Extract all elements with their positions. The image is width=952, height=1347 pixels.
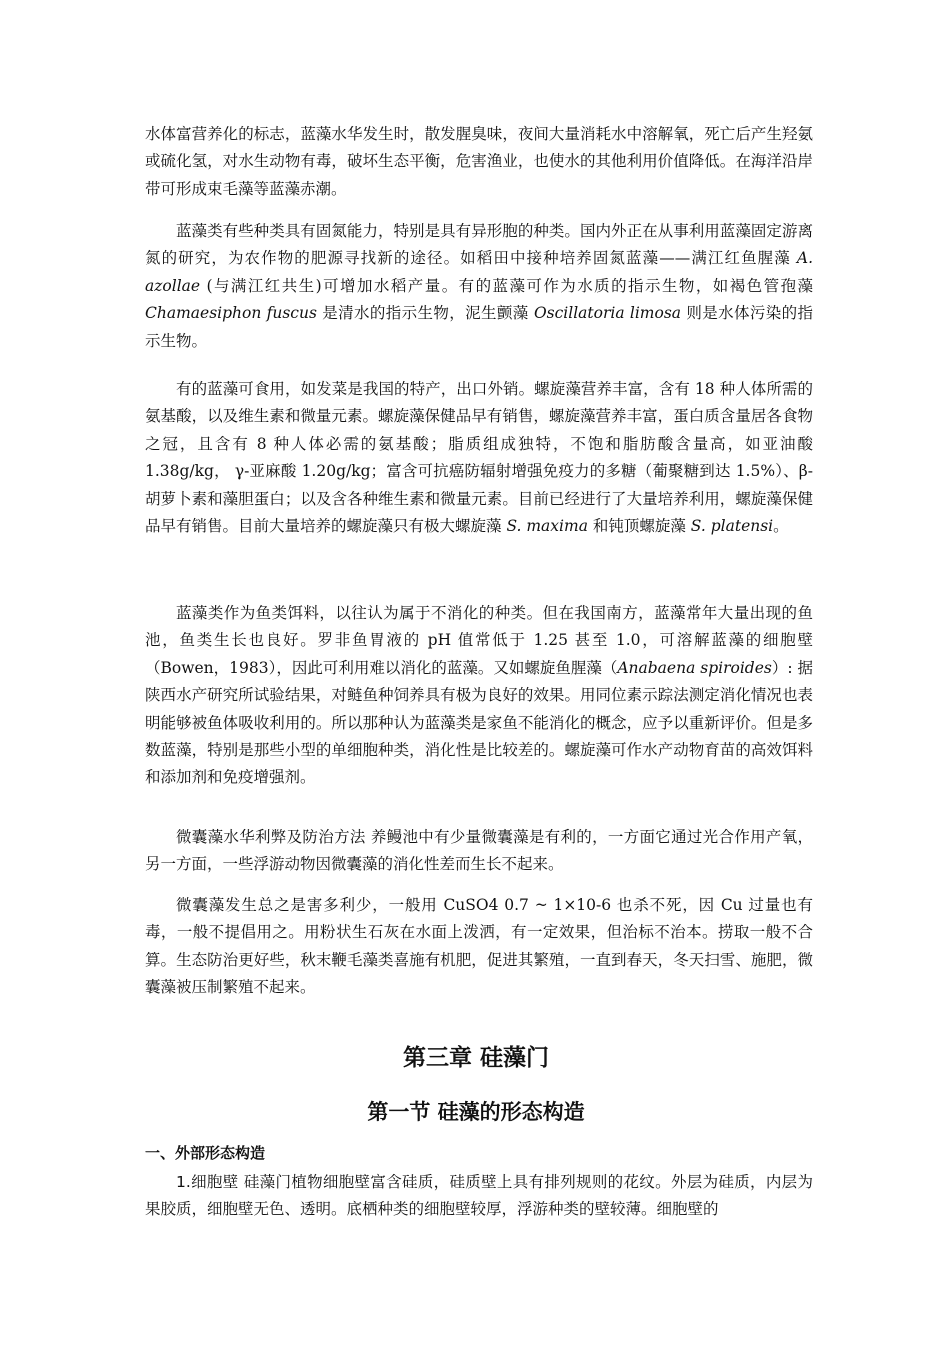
species-name: A. azollae — [145, 249, 813, 295]
text-run: ）: 据陕西水产研究所试验结果，对鲢鱼种饲养具有极为良好的效果。用同位素示踪法测定消化情况也表明能够被鱼体吸收利用的。所以那种认为蓝藻类是家鱼不能消化的概念，应予以重新评价。但是多数蓝藻，特别是那些小型的单细胞种类，消化性是比较差的。螺旋藻可作水产动物育苗的高效饵料和添加剂和免疫增强剂。 — [145, 658, 813, 787]
text-run: 是清水的指示生物，泥生颤藻 — [316, 304, 534, 323]
section-title: 第一节 硅藻的形态构造 — [367, 1100, 585, 1124]
species-name: Chamaesiphon fuscus — [145, 304, 317, 323]
paragraph-cell-wall — [145, 1169, 813, 1224]
paragraph-eutrophication: 水体富营养化的标志，蓝藻水华发生时，散发腥臭味，夜间大量消耗水中溶解氧，死亡后产生羟氨或硫化氢，对水生动物有毒，破坏生态平衡，危害渔业，也使水的其他利用价值降低。在海洋沿岸带可形成束毛藻等蓝藻赤潮。 — [145, 125, 813, 198]
paragraph-nitrogen-fixation — [145, 218, 813, 355]
text-run: 硅藻门植物细胞壁富含硅质，硅质壁上具有排列规则的花纹。外层为硅质，内层为果胶质，细胞壁无色、透明。底栖种类的细胞壁较厚，浮游种类的壁较薄。细胞壁的 — [145, 1173, 813, 1219]
paragraph-microcystis-pros-cons: 微囊藻水华利弊及防治方法 养鳗池中有少量微囊藻是有利的，一方面它通过光合作用产氧，另一方面，一些浮游动物因微囊藻的消化性差而生长不起来。 — [145, 828, 813, 874]
text-run: 。 — [773, 517, 789, 536]
species-name: S. platensi — [690, 517, 774, 536]
species-name: Oscillatoria limosa — [533, 304, 682, 323]
text-run: (与满江红共生)可增加水稻产量。有的蓝藻可作为水质的指示生物，如褐色管孢藻 — [200, 276, 813, 295]
text-run: 则是水体污染的指示生物。 — [145, 304, 813, 350]
chapter-title: 第三章 硅藻门 — [402, 1045, 549, 1071]
paragraph-microcystis-control: 微囊藻发生总之是害多利少，一般用 CuSO4 0.7 ~ 1×10-6 也杀不死，因 Cu 过量也有毒，一般不提倡用之。用粉状生石灰在水面上泼洒，有一定效果，但治标不治本。捞取一般不合算。生态防治更好些，秋末鞭毛藻类喜施有机肥，促进其繁殖，一直到春天，冬天扫雪、施肥，微囊藻被压制繁殖不起来。 — [145, 896, 813, 997]
paragraph-edible-spirulina — [145, 376, 813, 540]
text-run: 有的蓝藻可食用，如发菜是我国的特产，出口外销。螺旋藻营养丰富，含有 18 种人体所需的氨基酸，以及维生素和微量元素。螺旋藻保健品早有销售，螺旋藻营养丰富，蛋白质含量居各食物之冠，且含有 8 种人体必需的氨基酸；脂质组成独特，不饱和脂肪酸含量高，如亚油酸 1.38g/kg， γ-亚麻酸 1.20g/kg；富含可抗癌防辐射增强免疫力的多糖（葡聚糖到达 1.5%）、β-胡萝卜素和藻胆蛋白；以及含各种维生素和微量元素。目前已经进行了大量培养利用，螺旋藻保健品早有销售。目前大量培养的螺旋藻只有极大螺旋藻 — [145, 380, 813, 536]
subheading: 一、外部形态构造 — [145, 1144, 266, 1162]
text-run: 和钝顶螺旋藻 — [587, 517, 691, 536]
term-label: 1.细胞壁 — [176, 1173, 239, 1191]
text-run: 蓝藻类有些种类具有固氮能力，特别是具有异形胞的种类。国内外正在从事利用蓝藻固定游离氮的研究，为农作物的肥源寻找新的途径。如稻田中接种培养固氮蓝藻——满江红鱼腥藻 — [145, 222, 813, 268]
text-run: 蓝藻类作为鱼类饵料，以往认为属于不消化的种类。但在我国南方，蓝藻常年大量出现的鱼池，鱼类生长也良好。罗非鱼胃液的 pH 值常低于 1.25 甚至 1.0，可溶解蓝藻的细胞壁（Bowen，1983），因此可利用难以消化的蓝藻。又如螺旋鱼腥藻（ — [145, 604, 813, 677]
species-name: S. maxima — [506, 517, 588, 536]
species-name: Anabaena spiroides — [617, 658, 772, 677]
paragraph-fish-feed — [145, 600, 813, 792]
